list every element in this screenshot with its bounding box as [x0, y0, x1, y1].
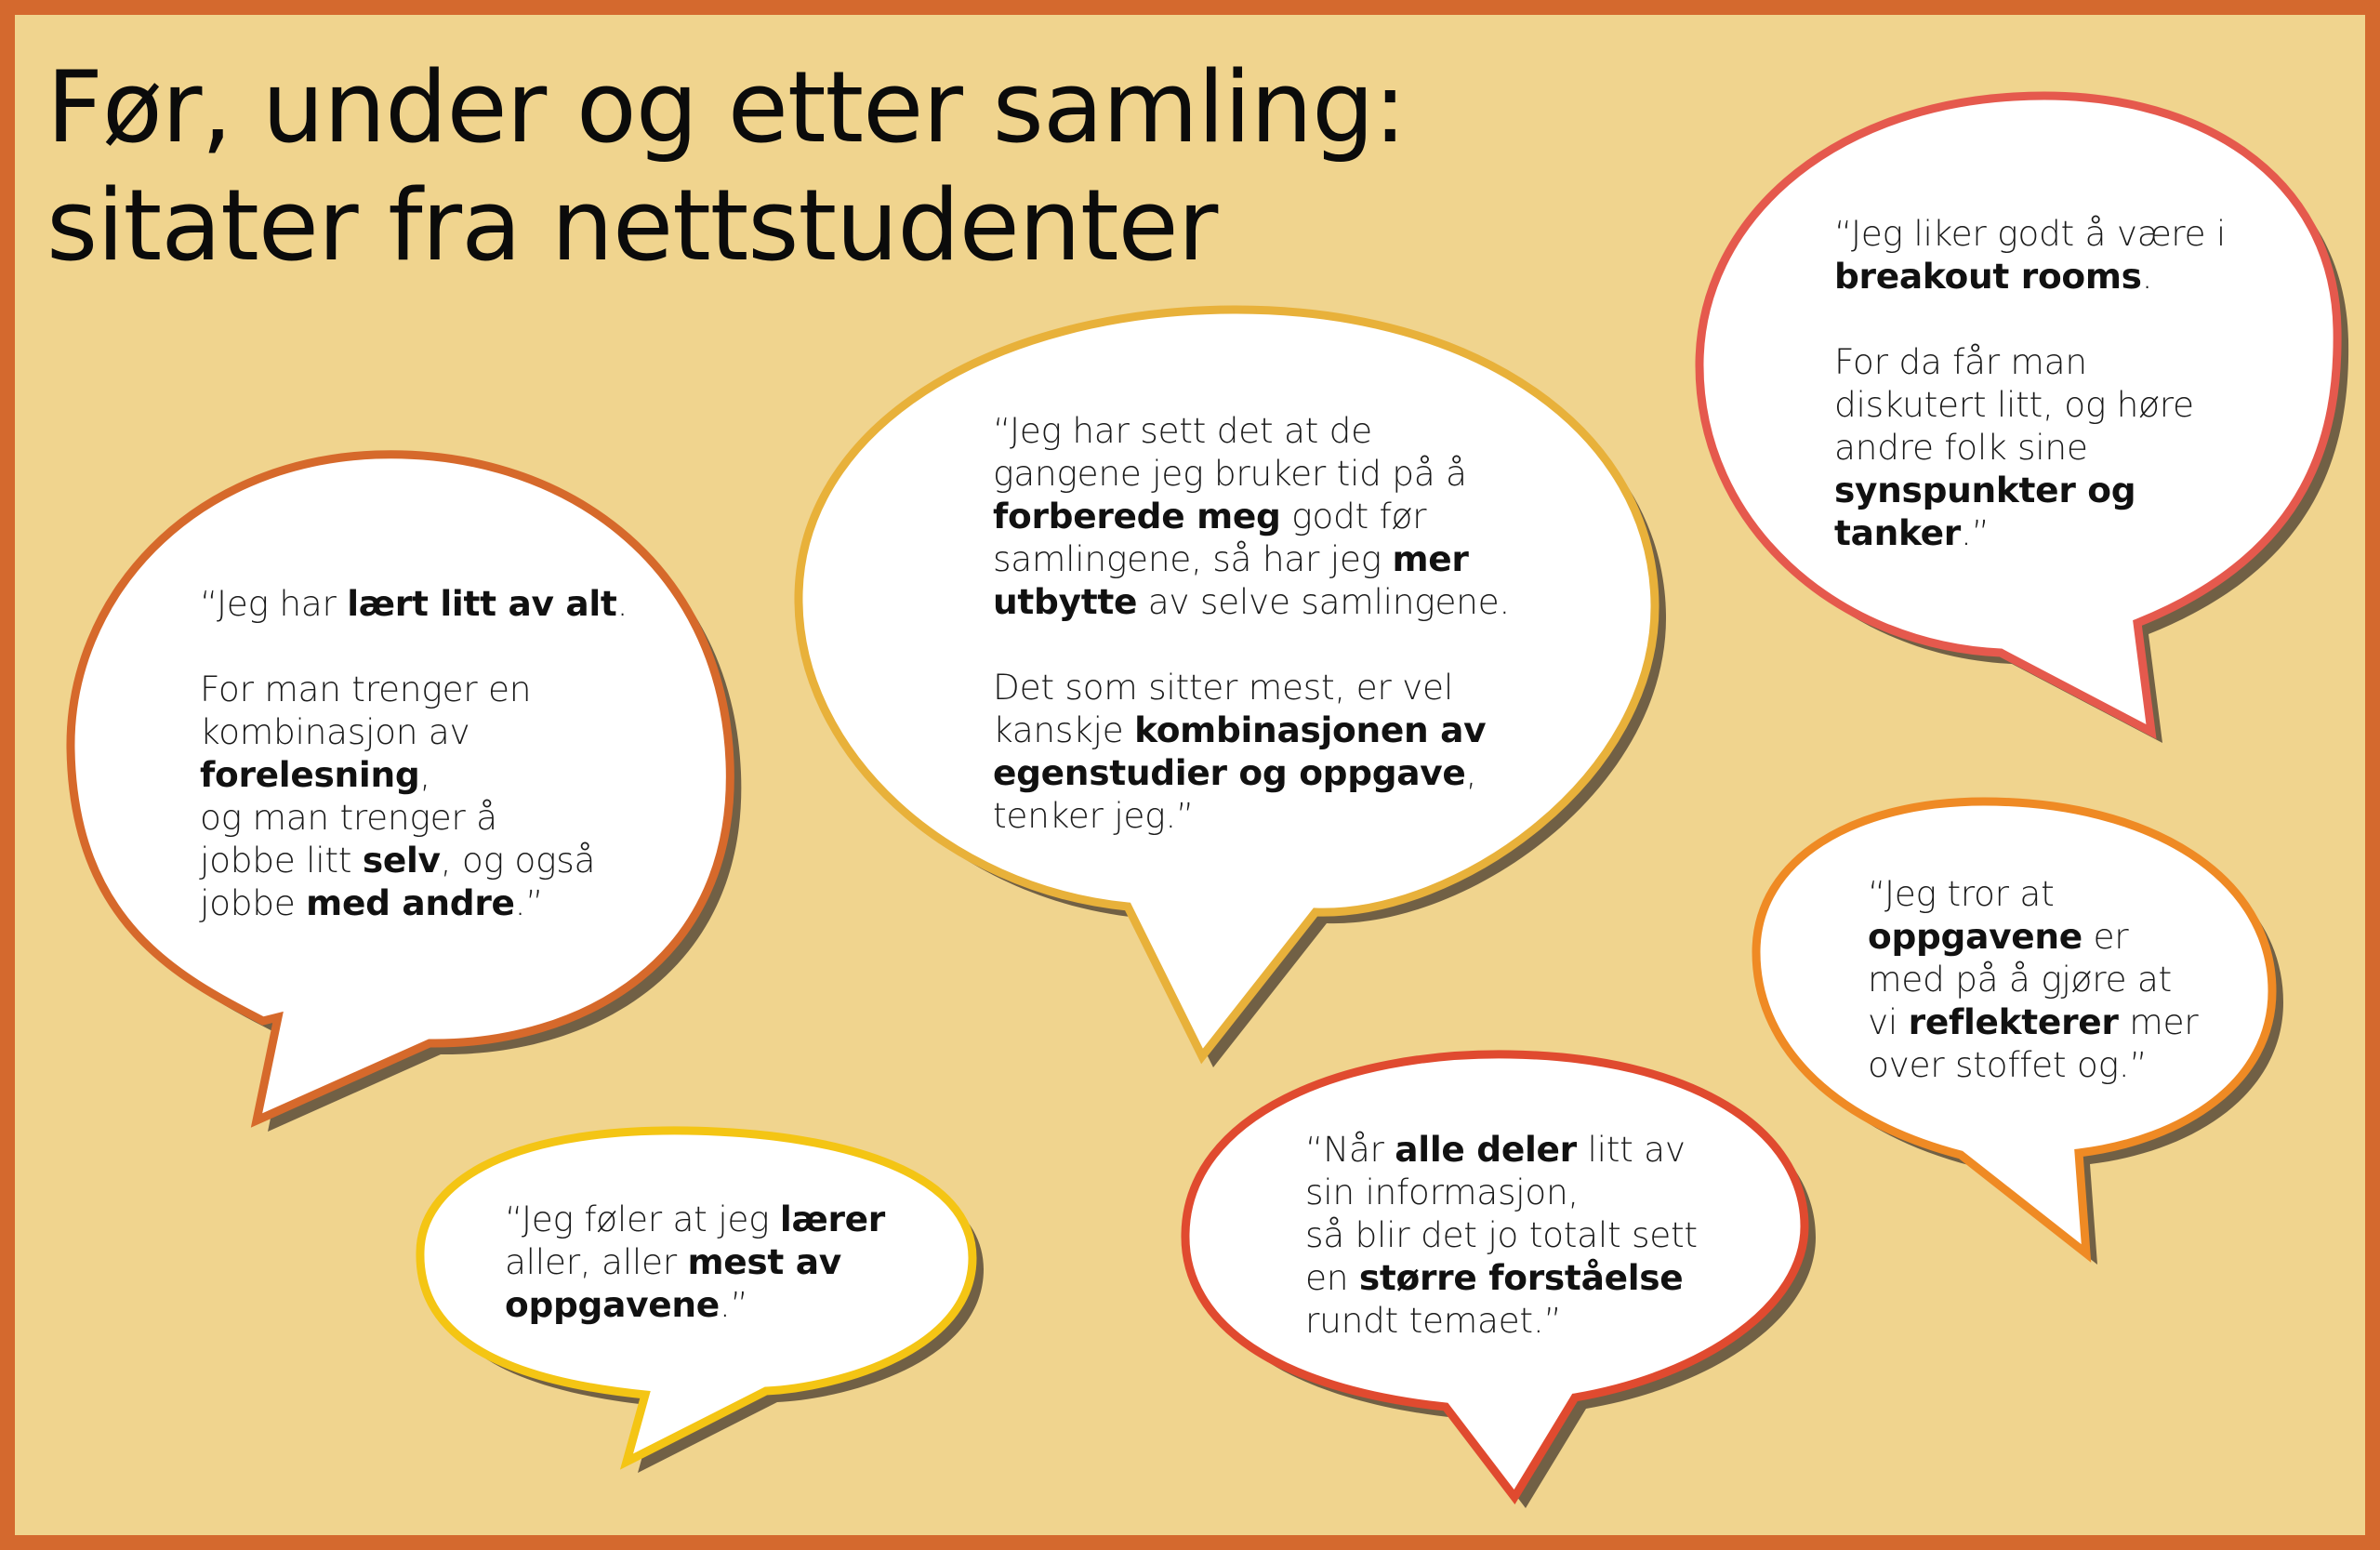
quote-paragraph [200, 582, 683, 625]
quote-text: jobbe [200, 882, 307, 923]
quote-paragraph [993, 666, 1597, 837]
quote-emphasis: lærer [779, 1199, 885, 1239]
quote-emphasis: selv [362, 840, 441, 881]
quote-emphasis: mer [1392, 538, 1469, 579]
quote-emphasis: oppgavene [505, 1284, 720, 1325]
quote-text: diskutert litt, og høre [1834, 384, 2194, 425]
quote-text: kanskje [993, 709, 1135, 750]
quote-text: “Jeg føler at jeg [505, 1199, 780, 1239]
quote-emphasis: breakout rooms [1834, 256, 2142, 297]
quote-text: litt av [1576, 1129, 1686, 1170]
quote-emphasis: mest av [687, 1241, 841, 1282]
quote-text: vi [1868, 1001, 1909, 1042]
quote-emphasis: større forståelse [1358, 1257, 1684, 1298]
quote-text: .” [514, 882, 544, 923]
quote-text: Det som sitter mest, er vel [993, 667, 1453, 708]
quote-text: rundt temaet.” [1305, 1300, 1562, 1341]
quote-text: “Jeg har [200, 583, 348, 624]
quote-text: mer [2118, 1001, 2199, 1042]
quote-alle-deler [1305, 1128, 1789, 1342]
quote-emphasis: reflekterer [1908, 1001, 2119, 1042]
quote-text: kombinasjon av [200, 711, 470, 752]
quote-emphasis: kombinasjonen av [1134, 709, 1487, 750]
quote-breakout-rooms [1834, 212, 2281, 554]
quote-emphasis: lært litt av alt [347, 583, 617, 624]
quote-emphasis: egenstudier og oppgave [993, 752, 1466, 793]
quote-text: For da får man [1834, 341, 2087, 382]
quote-text: en [1305, 1257, 1359, 1298]
quote-laert-litt-av-alt [200, 582, 683, 924]
title-line-1: Før, under og etter samling: [46, 50, 1407, 165]
quote-text: “Når [1305, 1129, 1395, 1170]
quote-emphasis: oppgavene [1868, 916, 2082, 957]
quote-text: gangene jeg bruker tid på å [993, 453, 1467, 494]
quote-emphasis: alle deler [1395, 1129, 1577, 1170]
quote-text: så blir det jo totalt sett [1305, 1214, 1698, 1255]
quote-reflekterer [1868, 872, 2258, 1086]
quote-emphasis: med andre [306, 882, 515, 923]
quote-paragraph [1305, 1128, 1789, 1342]
quote-emphasis: utbytte [993, 581, 1138, 622]
quote-text: , [419, 754, 431, 795]
quote-text: “Jeg tror at [1868, 873, 2055, 914]
quote-emphasis: tanker [1834, 512, 1961, 553]
quote-paragraph [1868, 872, 2258, 1086]
quote-emphasis: forberede meg [993, 496, 1281, 537]
quote-text: .” [1961, 512, 1990, 553]
quote-text: . [616, 583, 628, 624]
quote-paragraph [1834, 212, 2281, 298]
quote-text: er [2082, 916, 2129, 957]
quote-text: av selve samlingene. [1137, 581, 1511, 622]
title-line-2: sitater fra nettstudenter [46, 168, 1218, 283]
quote-text: sin informasjon, [1305, 1172, 1580, 1212]
quote-forberede-meg [993, 409, 1597, 837]
quote-text: , og også [440, 840, 596, 881]
quote-text: jobbe litt [200, 840, 363, 881]
quote-text: samlingene, så har jeg [993, 538, 1393, 579]
quote-text: med på å gjøre at [1868, 959, 2172, 1000]
quote-text: “Jeg har sett det at de [993, 410, 1372, 451]
quote-paragraph [505, 1198, 951, 1326]
quote-paragraph [993, 409, 1597, 623]
quote-laerer-mest-av-oppgavene [505, 1198, 951, 1326]
quote-text: godt før [1280, 496, 1427, 537]
quote-emphasis: forelesning [200, 754, 420, 795]
quote-text: andre folk sine [1834, 427, 2088, 468]
quote-text: over stoffet og.” [1868, 1044, 2148, 1085]
quote-emphasis: synspunkter og [1834, 470, 2136, 510]
quote-text: For man trenger en [200, 669, 532, 709]
quote-text: og man trenger å [200, 797, 497, 838]
quote-text: “Jeg liker godt å være i [1834, 213, 2227, 254]
quote-paragraph [1834, 340, 2281, 554]
quote-text: . [2141, 256, 2153, 297]
quote-text: tenker jeg.” [993, 795, 1195, 836]
quote-paragraph [200, 668, 683, 924]
quote-text: , [1465, 752, 1477, 793]
quote-text: aller, aller [505, 1241, 688, 1282]
quote-text: .” [719, 1284, 748, 1325]
